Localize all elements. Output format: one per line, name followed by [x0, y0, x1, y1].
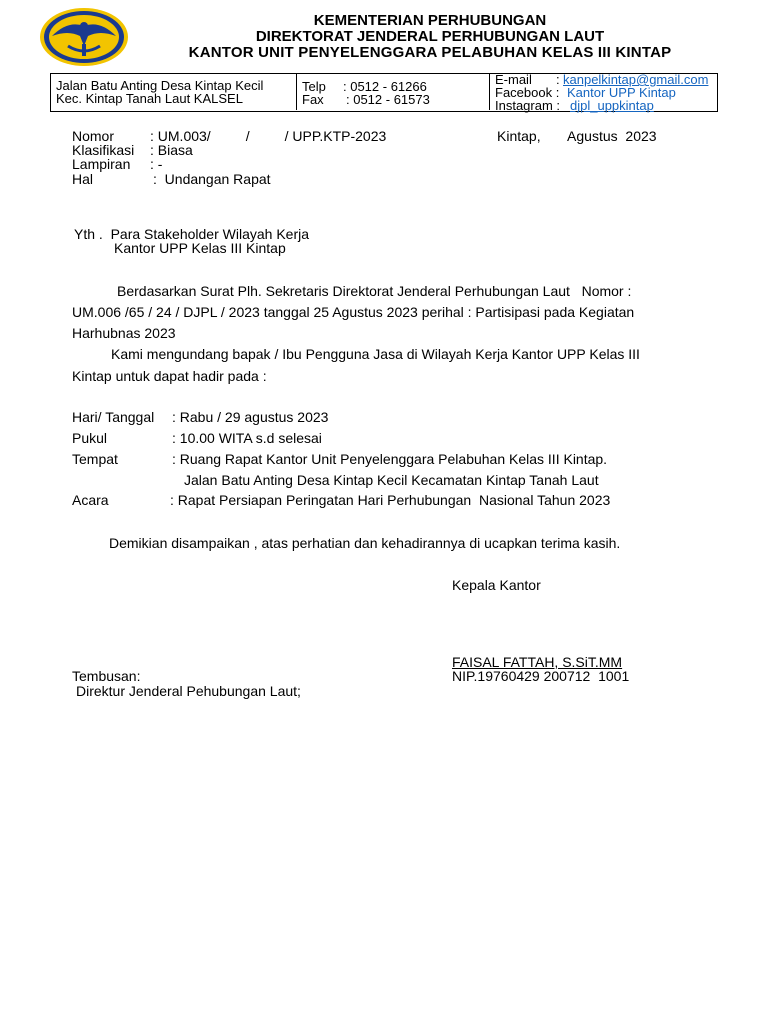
tempat-value-1: : Ruang Rapat Kantor Unit Penyelenggara Pelabuhan Kelas III Kintap.	[172, 451, 608, 467]
klasifikasi-label: Klasifikasi	[72, 142, 135, 158]
tempat-label: Tempat	[72, 451, 118, 467]
ministry-logo	[38, 6, 130, 68]
email-label: E-mail	[495, 72, 532, 87]
header-ministry: KEMENTERIAN PERHUBUNGAN	[313, 12, 547, 29]
acara-label: Acara	[72, 492, 109, 508]
facebook-label: Facebook :	[495, 85, 560, 100]
nomor-label: Nomor	[72, 128, 115, 144]
lampiran-label: Lampiran	[72, 156, 131, 172]
header-office: KANTOR UNIT PENYELENGGARA PELABUHAN KELAS III KINTAP	[188, 44, 672, 61]
instagram-link[interactable]: djpl_uppkintap	[570, 98, 654, 113]
email-link[interactable]: kanpelkintap@gmail.com	[563, 72, 709, 87]
contact-divider	[296, 73, 297, 110]
hari-label: Hari/ Tanggal	[72, 409, 155, 425]
hari-value: : Rabu / 29 agustus 2023	[172, 409, 329, 425]
recipient-line-2: Kantor UPP Kelas III Kintap	[114, 240, 286, 256]
email-colon: :	[556, 72, 560, 87]
body-p2-line-1: Kami mengundang bapak / Ibu Pengguna Jasa di Wilayah Kerja Kantor UPP Kelas III	[111, 346, 640, 362]
telp-value: : 0512 - 61266	[343, 79, 427, 94]
fax-label: Fax	[302, 92, 324, 107]
body-p1-line-3: Harhubnas 2023	[72, 325, 176, 341]
place-date: Kintap, Agustus 2023	[497, 128, 657, 144]
facebook-value[interactable]: Kantor UPP Kintap	[567, 85, 676, 100]
instagram-label: Instagram :	[495, 98, 561, 113]
contact-divider	[489, 73, 490, 110]
signature-title: Kepala Kantor	[452, 577, 541, 593]
address-line-1: Jalan Batu Anting Desa Kintap Kecil	[56, 78, 264, 93]
cc-label: Tembusan:	[72, 668, 141, 684]
body-p1-line-1: Berdasarkan Surat Plh. Sekretaris Direktorat Jenderal Perhubungan Laut Nomor :	[117, 283, 632, 299]
telp-label: Telp	[302, 79, 326, 94]
lampiran-value: : -	[150, 156, 163, 172]
body-p1-line-2: UM.006 /65 / 24 / DJPL / 2023 tanggal 25 Agustus 2023 perihal : Partisipasi pada Kegiatan	[72, 304, 635, 320]
signature-name: FAISAL FATTAH, S.SiT.MM	[452, 654, 623, 670]
pukul-value: : 10.00 WITA s.d selesai	[172, 430, 322, 446]
klasifikasi-value: : Biasa	[150, 142, 193, 158]
cc-item: Direktur Jenderal Pehubungan Laut;	[76, 683, 301, 699]
signature-nip: NIP.19760429 200712 1001	[452, 668, 630, 684]
closing-text: Demikian disampaikan , atas perhatian dan kehadirannya di ucapkan terima kasih.	[109, 535, 621, 551]
header-directorate: DIREKTORAT JENDERAL PERHUBUNGAN LAUT	[255, 28, 605, 45]
hal-label: Hal	[72, 171, 94, 187]
hal-value: : Undangan Rapat	[153, 171, 271, 187]
pukul-label: Pukul	[72, 430, 108, 446]
fax-value: : 0512 - 61573	[346, 92, 430, 107]
address-line-2: Kec. Kintap Tanah Laut KALSEL	[56, 91, 243, 106]
acara-value: : Rapat Persiapan Peringatan Hari Perhubungan Nasional Tahun 2023	[170, 492, 611, 508]
recipient-line-1: Yth . Para Stakeholder Wilayah Kerja	[74, 226, 310, 242]
nomor-value: : UM.003/ / / UPP.KTP-2023	[150, 128, 387, 144]
body-p2-line-2: Kintap untuk dapat hadir pada :	[72, 368, 267, 384]
tempat-value-2: Jalan Batu Anting Desa Kintap Kecil Kecamatan Kintap Tanah Laut	[184, 472, 599, 488]
